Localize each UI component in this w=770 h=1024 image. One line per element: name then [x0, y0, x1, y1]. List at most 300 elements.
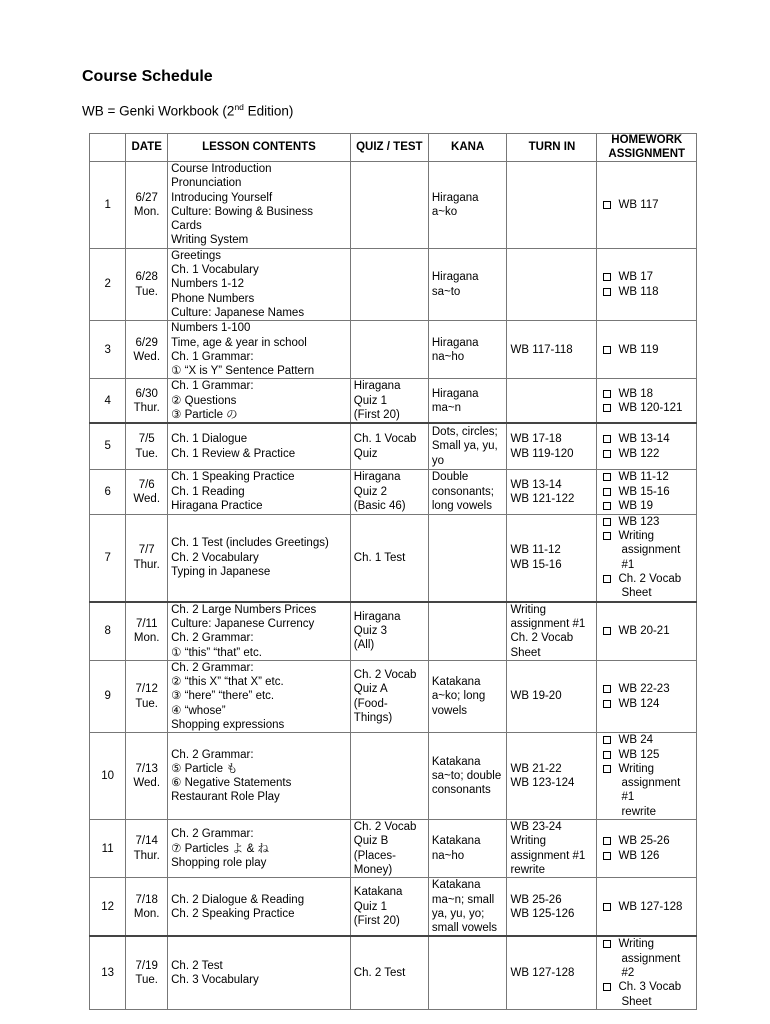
- lesson-contents-cell-line: Restaurant Role Play: [171, 791, 280, 804]
- lesson-contents-cell-line: Ch. 1 Grammar:: [171, 380, 254, 393]
- turn-in-cell-line: WB 13-14: [510, 478, 562, 491]
- lesson-contents-cell: [168, 469, 351, 514]
- date-cell-line: 6/28: [135, 271, 158, 284]
- lesson-contents-cell-line: Culture: Japanese Currency: [171, 617, 315, 630]
- date-cell-line: 7/13: [135, 762, 158, 775]
- checkbox-icon: [603, 852, 611, 860]
- date-cell-line: 7/14: [135, 835, 158, 848]
- kana-cell: [428, 379, 507, 423]
- date-cell-line: Wed.: [133, 492, 161, 505]
- lesson-contents-cell-line: Numbers 1-100: [171, 322, 251, 335]
- homework-item-text: Ch. 3 Vocab: [618, 981, 682, 994]
- page-title: Course Schedule: [82, 68, 213, 85]
- quiz-test-cell-line: Quiz 1: [353, 900, 388, 913]
- date-cell-line: Tue.: [135, 447, 159, 460]
- kana-cell-line: Katakana: [431, 755, 481, 768]
- homework-item-text: WB 19: [618, 499, 653, 512]
- lesson-contents-cell: [168, 379, 351, 423]
- table-row: [90, 733, 697, 820]
- homework-item: [603, 586, 693, 600]
- homework-item: [603, 776, 693, 805]
- checkbox-icon: [603, 473, 611, 481]
- lesson-contents-cell-line: ③ “here” “there” etc.: [171, 690, 275, 703]
- lesson-contents-cell: [168, 820, 351, 878]
- quiz-test-cell-line: (All): [353, 639, 375, 652]
- homework-assignment-cell: [597, 936, 697, 1009]
- homework-item-text: WB 119: [618, 343, 659, 356]
- date-cell-line: 7/5: [138, 433, 155, 446]
- date-cell-line: 7/7: [138, 544, 155, 557]
- quiz-test-cell-line: Ch. 2 Test: [353, 967, 406, 980]
- kana-cell: [428, 423, 507, 469]
- turn-in-cell: [507, 248, 597, 320]
- homework-item-text: WB 123: [618, 515, 660, 528]
- date-cell: [126, 248, 168, 320]
- lesson-contents-cell-line: Ch. 1 Test (includes Greetings): [171, 537, 329, 550]
- homework-assignment-cell: [597, 514, 697, 601]
- lesson-contents-cell: [168, 602, 351, 661]
- homework-item: [603, 937, 693, 951]
- turn-in-cell: [507, 820, 597, 878]
- kana-cell-line: consonants;: [431, 485, 494, 498]
- turn-in-cell-line: WB 123-124: [510, 777, 575, 790]
- table-row: [90, 820, 697, 878]
- lesson-contents-cell-line: Ch. 1 Review & Practice: [171, 447, 296, 460]
- homework-item-text: WB 118: [618, 285, 659, 298]
- quiz-test-cell: [350, 733, 428, 820]
- table-row: [90, 602, 697, 661]
- date-cell-line: 7/19: [135, 959, 158, 972]
- date-cell: [126, 469, 168, 514]
- kana-cell-line: Dots, circles;: [431, 426, 498, 439]
- homework-item: [603, 401, 693, 415]
- quiz-test-cell-line: Money): [353, 863, 393, 876]
- quiz-test-cell: [350, 248, 428, 320]
- checkbox-icon: [603, 532, 611, 540]
- kana-cell-line: Katakana: [431, 676, 481, 689]
- homework-item: [603, 447, 693, 461]
- row-number: 11: [90, 820, 126, 878]
- homework-item-text: Sheet: [621, 995, 652, 1008]
- lesson-contents-cell: [168, 321, 351, 379]
- homework-assignment-cell: [597, 321, 697, 379]
- homework-item: [603, 285, 693, 299]
- quiz-test-cell-line: (First 20): [353, 915, 400, 927]
- lesson-contents-cell-line: ① “this” “that” etc.: [171, 646, 262, 659]
- turn-in-cell-line: WB 119-120: [510, 447, 574, 460]
- quiz-test-cell-line: Quiz 2: [353, 485, 388, 498]
- kana-cell-line: consonants: [431, 784, 491, 797]
- date-cell-line: Thur.: [133, 401, 160, 414]
- header-quiz-test: QUIZ / TEST: [350, 134, 428, 162]
- homework-item: [603, 733, 693, 747]
- header-number: [90, 134, 126, 162]
- lesson-contents-cell-line: Ch. 2 Large Numbers Prices: [171, 603, 317, 616]
- quiz-test-cell: [350, 162, 428, 249]
- homework-item: [603, 834, 693, 848]
- quiz-test-cell-line: Ch. 2 Vocab: [353, 668, 417, 681]
- quiz-test-cell-line: Quiz 3: [353, 625, 388, 638]
- kana-cell-line: yo: [431, 454, 445, 467]
- checkbox-icon: [603, 983, 611, 991]
- turn-in-cell-line: WB 15-16: [510, 558, 562, 571]
- lesson-contents-cell-line: Ch. 1 Speaking Practice: [171, 471, 295, 484]
- checkbox-icon: [603, 765, 611, 773]
- date-cell-line: 7/11: [135, 617, 158, 630]
- lesson-contents-cell: [168, 878, 351, 937]
- homework-item-text: Writing: [618, 762, 655, 775]
- kana-cell-line: a~ko: [431, 205, 458, 218]
- date-cell-line: Wed.: [133, 777, 161, 790]
- date-cell-line: Wed.: [133, 350, 161, 363]
- date-cell-line: 6/27: [135, 191, 158, 204]
- lesson-contents-cell-line: ② Questions: [171, 394, 237, 407]
- kana-cell: [428, 733, 507, 820]
- lesson-contents-cell-line: Ch. 1 Reading: [171, 485, 245, 498]
- header-homework-assignment: [597, 134, 697, 162]
- homework-assignment-cell: [597, 248, 697, 320]
- lesson-contents-cell-line: Ch. 1 Grammar:: [171, 350, 254, 363]
- row-number: 1: [90, 162, 126, 249]
- homework-assignment-cell: [597, 660, 697, 732]
- homework-item-text: Writing: [618, 938, 655, 951]
- lesson-contents-cell-line: Ch. 2 Vocabulary: [171, 551, 259, 564]
- quiz-test-cell-line: Quiz B: [353, 835, 389, 848]
- lesson-contents-cell-line: Ch. 1 Dialogue: [171, 433, 248, 446]
- row-number: 2: [90, 248, 126, 320]
- lesson-contents-cell-line: Ch. 2 Dialogue & Reading: [171, 893, 305, 906]
- homework-item-text: WB 124: [618, 697, 660, 710]
- homework-item: [603, 470, 693, 484]
- homework-item: [603, 980, 693, 994]
- quiz-test-cell: [350, 660, 428, 732]
- turn-in-cell-line: WB 127-128: [510, 967, 575, 980]
- date-cell-line: Tue.: [135, 974, 159, 987]
- homework-item-text: WB 125: [618, 748, 660, 761]
- homework-item-text: WB 127-128: [618, 900, 683, 913]
- date-cell-line: 7/6: [138, 478, 155, 491]
- lesson-contents-cell-line: Greetings: [171, 249, 221, 262]
- checkbox-icon: [603, 575, 611, 583]
- kana-cell-line: a~ko; long: [431, 690, 486, 703]
- lesson-contents-cell-line: Ch. 3 Vocabulary: [171, 974, 259, 987]
- turn-in-cell-line: WB 23-24: [510, 821, 562, 834]
- quiz-test-cell-line: Hiragana: [353, 380, 401, 393]
- homework-assignment-cell: [597, 602, 697, 661]
- homework-item: [603, 432, 693, 446]
- lesson-contents-cell: [168, 733, 351, 820]
- checkbox-icon: [603, 346, 611, 354]
- checkbox-icon: [603, 450, 611, 458]
- lesson-contents-cell-line: Writing System: [171, 234, 249, 247]
- date-cell: [126, 936, 168, 1009]
- kana-cell: [428, 820, 507, 878]
- date-cell: [126, 379, 168, 423]
- kana-cell: [428, 878, 507, 937]
- lesson-contents-cell: [168, 248, 351, 320]
- lesson-contents-cell-line: ⑥ Negative Statements: [171, 777, 292, 790]
- lesson-contents-cell-line: Culture: Bowing & Business Cards: [171, 205, 314, 233]
- homework-item: [603, 805, 693, 819]
- lesson-contents-cell: [168, 423, 351, 469]
- kana-cell-line: Small ya, yu,: [431, 440, 498, 453]
- homework-item-text: assignment #2: [621, 952, 681, 980]
- quiz-test-cell-line: Hiragana: [353, 610, 401, 623]
- kana-cell-line: Hiragana: [431, 191, 479, 204]
- checkbox-icon: [603, 390, 611, 398]
- kana-cell-line: na~ho: [431, 350, 465, 363]
- kana-cell-line: ya, yu, yo;: [431, 907, 485, 920]
- quiz-test-cell-line: Ch. 2 Vocab: [353, 821, 417, 834]
- header-homework-assignment-line: HOMEWORK: [611, 134, 683, 146]
- quiz-test-cell: [350, 514, 428, 601]
- kana-cell-line: Hiragana: [431, 336, 479, 349]
- kana-cell: [428, 602, 507, 661]
- header-kana: KANA: [428, 134, 507, 162]
- lesson-contents-cell-line: Ch. 1 Vocabulary: [171, 264, 259, 277]
- quiz-test-cell-line: Quiz 1: [353, 394, 388, 407]
- homework-item: [603, 849, 693, 863]
- subtitle: [82, 102, 293, 119]
- turn-in-cell-line: WB 11-12: [510, 544, 561, 557]
- date-cell-line: 6/30: [135, 387, 158, 400]
- kana-cell-line: sa~to; double: [431, 770, 502, 783]
- checkbox-icon: [603, 488, 611, 496]
- date-cell: [126, 423, 168, 469]
- homework-assignment-cell: [597, 820, 697, 878]
- kana-cell-line: vowels: [431, 704, 468, 717]
- kana-cell-line: sa~to: [431, 285, 461, 298]
- lesson-contents-cell-line: Ch. 2 Grammar:: [171, 748, 254, 761]
- date-cell: [126, 878, 168, 937]
- table-row: [90, 321, 697, 379]
- homework-item: [603, 995, 693, 1009]
- homework-assignment-cell: [597, 733, 697, 820]
- turn-in-cell-line: rewrite: [510, 863, 545, 876]
- date-cell: [126, 733, 168, 820]
- homework-assignment-cell: [597, 469, 697, 514]
- homework-item-text: rewrite: [621, 805, 656, 818]
- homework-assignment-cell: [597, 162, 697, 249]
- row-number: 7: [90, 514, 126, 601]
- table-row: [90, 248, 697, 320]
- checkbox-icon: [603, 273, 611, 281]
- row-number: 8: [90, 602, 126, 661]
- lesson-contents-cell-line: Course Introduction: [171, 163, 272, 175]
- table-row: [90, 423, 697, 469]
- table-row: [90, 514, 697, 601]
- checkbox-icon: [603, 502, 611, 510]
- quiz-test-cell: [350, 379, 428, 423]
- checkbox-icon: [603, 700, 611, 708]
- quiz-test-cell-line: Katakana: [353, 886, 403, 899]
- turn-in-cell: [507, 514, 597, 601]
- homework-item-text: Writing: [618, 530, 655, 543]
- homework-item: [603, 952, 693, 981]
- homework-item-text: WB 20-21: [618, 625, 670, 638]
- quiz-test-cell: [350, 878, 428, 937]
- checkbox-icon: [603, 435, 611, 443]
- turn-in-cell-line: assignment #1: [510, 617, 586, 630]
- homework-item: [603, 387, 693, 401]
- date-cell-line: Mon.: [133, 907, 160, 920]
- table-header-row: [90, 134, 697, 162]
- turn-in-cell-line: WB 117-118: [510, 343, 573, 356]
- lesson-contents-cell-line: ③ Particle の: [171, 409, 238, 422]
- lesson-contents-cell-line: ⑦ Particles よ & ね: [171, 842, 269, 855]
- turn-in-cell-line: WB 19-20: [510, 690, 562, 703]
- checkbox-icon: [603, 685, 611, 693]
- checkbox-icon: [603, 736, 611, 744]
- turn-in-cell: [507, 469, 597, 514]
- lesson-contents-cell-line: Shopping role play: [171, 856, 267, 869]
- quiz-test-cell: [350, 321, 428, 379]
- turn-in-cell: [507, 162, 597, 249]
- turn-in-cell: [507, 878, 597, 937]
- quiz-test-cell-line: (Food-Things): [353, 697, 393, 724]
- kana-cell-line: ma~n: [431, 401, 461, 414]
- homework-item-text: WB 25-26: [618, 835, 670, 848]
- homework-item: [603, 624, 693, 638]
- lesson-contents-cell-line: ④ “whose”: [171, 704, 226, 717]
- quiz-test-cell: [350, 936, 428, 1009]
- homework-item: [603, 748, 693, 762]
- date-cell-line: 7/12: [135, 683, 158, 696]
- turn-in-cell: [507, 660, 597, 732]
- date-cell-line: Mon.: [133, 205, 160, 218]
- date-cell-line: Thur.: [133, 558, 160, 571]
- checkbox-icon: [603, 404, 611, 412]
- lesson-contents-cell-line: Ch. 2 Grammar:: [171, 828, 254, 841]
- date-cell-line: 7/18: [135, 893, 158, 906]
- kana-cell: [428, 469, 507, 514]
- homework-item-text: Ch. 2 Vocab: [618, 573, 682, 586]
- turn-in-cell: [507, 423, 597, 469]
- checkbox-icon: [603, 837, 611, 845]
- homework-item: [603, 900, 693, 914]
- table-row: [90, 162, 697, 249]
- table-row: [90, 936, 697, 1009]
- checkbox-icon: [603, 627, 611, 635]
- subtitle-text-end: Edition): [243, 103, 294, 119]
- date-cell: [126, 162, 168, 249]
- row-number: 4: [90, 379, 126, 423]
- turn-in-cell-line: WB 25-26: [510, 893, 562, 906]
- kana-cell-line: Double: [431, 471, 469, 484]
- homework-item: [603, 543, 693, 572]
- row-number: 12: [90, 878, 126, 937]
- checkbox-icon: [603, 201, 611, 209]
- checkbox-icon: [603, 751, 611, 759]
- date-cell-line: Thur.: [133, 849, 160, 862]
- lesson-contents-cell-line: Typing in Japanese: [171, 565, 271, 578]
- checkbox-icon: [603, 940, 611, 948]
- kana-cell: [428, 660, 507, 732]
- homework-item-text: WB 22-23: [618, 683, 670, 696]
- homework-item: [603, 485, 693, 499]
- lesson-contents-cell-line: Ch. 2 Speaking Practice: [171, 907, 295, 920]
- homework-item: [603, 270, 693, 284]
- kana-cell-line: Hiragana: [431, 271, 479, 284]
- date-cell: [126, 602, 168, 661]
- header-date: DATE: [126, 134, 168, 162]
- homework-item: [603, 198, 693, 212]
- homework-item-text: assignment #1: [621, 544, 681, 571]
- kana-cell-line: long vowels: [431, 499, 492, 512]
- turn-in-cell: [507, 733, 597, 820]
- quiz-test-cell: [350, 820, 428, 878]
- table-row: [90, 379, 697, 423]
- table-row: [90, 660, 697, 732]
- turn-in-cell-line: WB 121-122: [510, 492, 575, 505]
- kana-cell: [428, 321, 507, 379]
- kana-cell-line: Hiragana: [431, 387, 479, 400]
- homework-item-text: WB 120-121: [618, 401, 683, 414]
- quiz-test-cell: [350, 469, 428, 514]
- lesson-contents-cell-line: Hiragana Practice: [171, 499, 263, 512]
- lesson-contents-cell: [168, 660, 351, 732]
- turn-in-cell-line: WB 21-22: [510, 762, 562, 775]
- turn-in-cell: [507, 379, 597, 423]
- checkbox-icon: [603, 518, 611, 526]
- homework-item: [603, 499, 693, 513]
- homework-item-text: WB 122: [618, 447, 660, 460]
- turn-in-cell-line: Writing: [510, 835, 547, 848]
- turn-in-cell-line: Sheet: [510, 646, 541, 659]
- quiz-test-cell-line: Ch. 1 Test: [353, 551, 406, 564]
- homework-assignment-cell: [597, 423, 697, 469]
- homework-assignment-cell: [597, 379, 697, 423]
- schedule-body: [90, 162, 697, 1010]
- table-row: [90, 878, 697, 937]
- quiz-test-cell: [350, 602, 428, 661]
- header-homework-assignment-line: ASSIGNMENT: [608, 147, 686, 160]
- row-number: 10: [90, 733, 126, 820]
- turn-in-cell-line: WB 17-18: [510, 433, 562, 446]
- subtitle-superscript: nd: [234, 102, 244, 112]
- turn-in-cell: [507, 936, 597, 1009]
- homework-item: [603, 572, 693, 586]
- homework-item: [603, 682, 693, 696]
- date-cell: [126, 820, 168, 878]
- date-cell-line: Mon.: [133, 632, 160, 645]
- row-number: 6: [90, 469, 126, 514]
- row-number: 13: [90, 936, 126, 1009]
- lesson-contents-cell-line: ① “X is Y” Sentence Pattern: [171, 365, 315, 378]
- homework-item: [603, 343, 693, 357]
- lesson-contents-cell: [168, 936, 351, 1009]
- kana-cell-line: Katakana: [431, 835, 481, 848]
- kana-cell-line: small vowels: [431, 922, 498, 935]
- turn-in-cell-line: Ch. 2 Vocab: [510, 632, 574, 645]
- homework-item: [603, 529, 693, 543]
- quiz-test-cell-line: Quiz: [353, 447, 378, 460]
- kana-cell: [428, 162, 507, 249]
- quiz-test-cell: [350, 423, 428, 469]
- schedule-table: [89, 133, 697, 1010]
- row-number: 5: [90, 423, 126, 469]
- turn-in-cell-line: assignment #1: [510, 849, 586, 862]
- lesson-contents-cell-line: Introducing Yourself: [171, 191, 273, 204]
- turn-in-cell: [507, 602, 597, 661]
- date-cell-line: Tue.: [135, 285, 159, 298]
- table-row: [90, 469, 697, 514]
- homework-item-text: assignment #1: [621, 777, 681, 804]
- lesson-contents-cell-line: Culture: Japanese Names: [171, 306, 305, 319]
- lesson-contents-cell-line: Shopping expressions: [171, 719, 285, 731]
- date-cell-line: Tue.: [135, 697, 159, 710]
- homework-assignment-cell: [597, 878, 697, 937]
